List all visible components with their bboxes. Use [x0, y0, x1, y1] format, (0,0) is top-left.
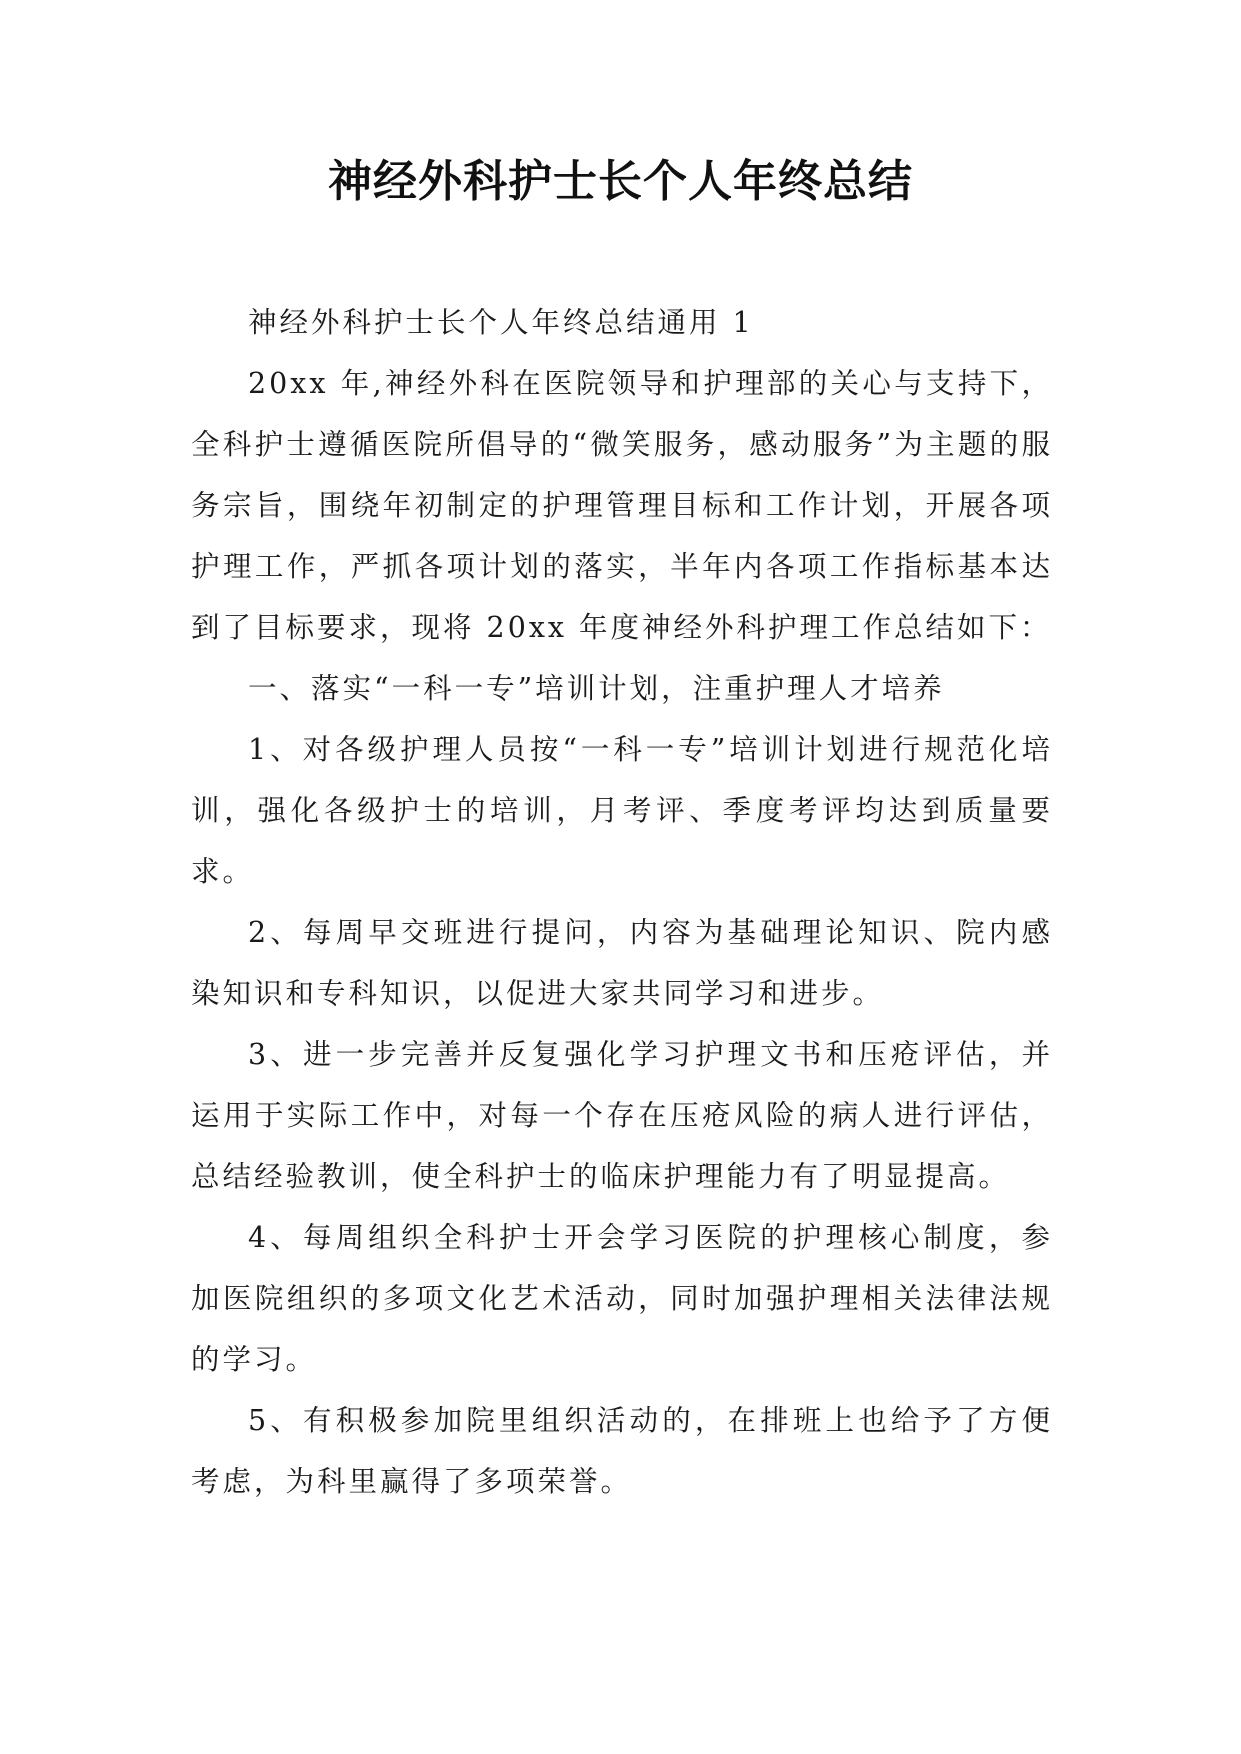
intro-paragraph: 20xx 年,神经外科在医院领导和护理部的关心与支持下，全科护士遵循医院所倡导的“微笑服务，感动服务”为主题的服务宗旨，围绕年初制定的护理管理目标和工作计划，开展各项护理工作，严抓各项计划的落实，半年内各项工作指标基本达到了目标要求，现将 20xx 年度神经外科护理工作总结如下：: [191, 367, 1053, 644]
section-heading-paragraph: 神经外科护士长个人年终总结通用 1: [248, 306, 754, 339]
item-2-paragraph: 2、每周早交班进行提问，内容为基础理论知识、院内感染知识和专科知识，以促进大家共同学习和进步。: [191, 916, 1053, 1010]
item-5-paragraph: 5、有积极参加院里组织活动的，在排班上也给予了方便考虑，为科里赢得了多项荣誉。: [191, 1404, 1053, 1498]
document-body: [191, 292, 1053, 1512]
section-one-heading: 一、落实“一科一专”培训计划，注重护理人才培养: [248, 672, 945, 705]
item-1-paragraph: 1、对各级护理人员按“一科一专”培训计划进行规范化培训，强化各级护士的培训，月考评、季度考评均达到质量要求。: [191, 733, 1053, 888]
document-title: 神经外科护士长个人年终总结: [328, 156, 913, 207]
item-3-paragraph: 3、进一步完善并反复强化学习护理文书和压疮评估，并运用于实际工作中，对每一个存在压疮风险的病人进行评估，总结经验教训，使全科护士的临床护理能力有了明显提高。: [191, 1038, 1053, 1193]
item-4-paragraph: 4、每周组织全科护士开会学习医院的护理核心制度，参加医院组织的多项文化艺术活动，同时加强护理相关法律法规的学习。: [191, 1221, 1053, 1376]
